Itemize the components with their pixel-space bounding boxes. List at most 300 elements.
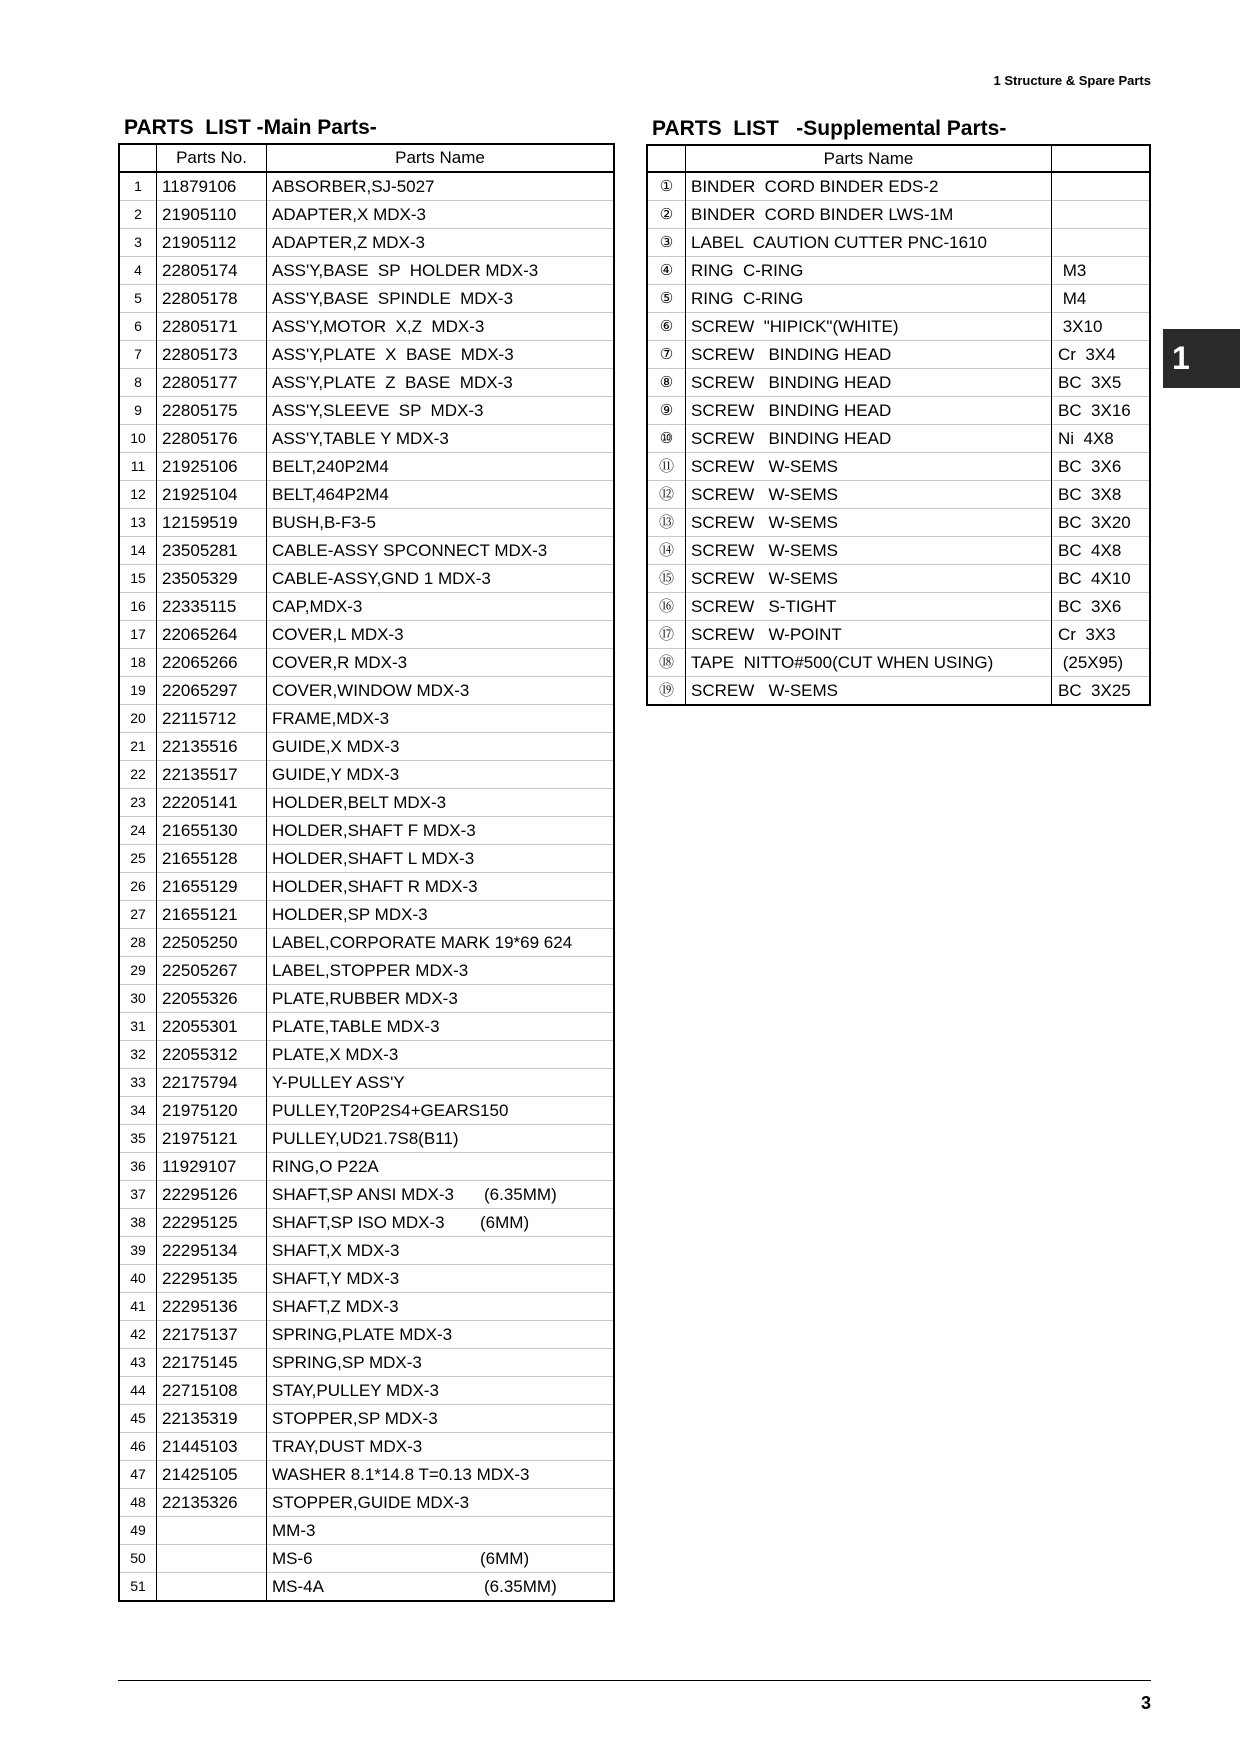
table-row [119,313,614,341]
table-row [119,929,614,957]
parts-name: PLATE,X MDX-3 [272,1045,399,1064]
table-row [119,649,614,677]
row-index: 46 [119,1433,157,1461]
row-mark: ⑪ [647,453,686,481]
parts-name-cell [267,1405,615,1433]
parts-name-cell [267,257,615,285]
table-row [119,1181,614,1209]
table-row [119,1573,614,1602]
table-row [647,313,1150,341]
table-row [119,369,614,397]
parts-name: SHAFT,X MDX-3 [272,1241,400,1260]
parts-name-cell [267,1517,615,1545]
parts-name-cell [267,1125,615,1153]
parts-no: 21975121 [157,1125,267,1153]
table-row [119,1237,614,1265]
page-number: 3 [1140,1693,1151,1713]
row-index: 1 [134,178,142,194]
parts-no: 22505267 [157,957,267,985]
parts-name: CABLE-ASSY SPCONNECT MDX-3 [272,541,548,560]
parts-no: 22805178 [157,285,267,313]
parts-size: BC 4X10 [1052,565,1151,593]
parts-name-cell [267,229,615,257]
row-index: 5 [119,285,157,313]
table-row [119,1433,614,1461]
parts-name: LABEL,STOPPER MDX-3 [272,961,469,980]
parts-size: BC 3X6 [1052,593,1151,621]
parts-no: 21925104 [157,481,267,509]
parts-no: 21925106 [157,453,267,481]
row-index: 18 [119,649,157,677]
table-row [119,201,614,229]
parts-no: 21655121 [157,901,267,929]
parts-no: 22055326 [157,985,267,1013]
row-mark: ⑱ [647,649,686,677]
table-row [119,229,614,257]
parts-name-cell [267,1181,615,1209]
row-index: 25 [119,845,157,873]
supplemental-parts-table [646,144,1151,706]
parts-size: BC 3X25 [1052,677,1151,706]
parts-size [1052,229,1151,257]
parts-no: 21975120 [157,1097,267,1125]
row-index: 15 [119,565,157,593]
parts-size: BC 3X5 [1052,369,1151,397]
table-row [119,789,614,817]
parts-name: CAP,MDX-3 [272,597,363,616]
table-row [647,201,1150,229]
parts-name-cell [267,313,615,341]
parts-name: SCREW W-SEMS [686,565,1052,593]
parts-name-cell [267,1573,615,1602]
parts-name: RING C-RING [686,285,1052,313]
parts-size: BC 4X8 [1052,537,1151,565]
table-row [119,621,614,649]
row-index: 8 [119,369,157,397]
parts-name: SCREW BINDING HEAD [686,397,1052,425]
table-row [119,593,614,621]
parts-name: COVER,WINDOW MDX-3 [272,681,470,700]
parts-name: ASS'Y,PLATE X BASE MDX-3 [272,345,514,364]
row-index: 38 [119,1209,157,1237]
row-index: 13 [119,509,157,537]
table-row [119,1545,614,1573]
parts-no: 22055301 [157,1013,267,1041]
parts-name: SCREW "HIPICK"(WHITE) [686,313,1052,341]
table-row [647,649,1150,677]
parts-name: SHAFT,Y MDX-3 [272,1269,400,1288]
parts-no: 22175137 [157,1321,267,1349]
parts-name-cell [267,817,615,845]
parts-name: ASS'Y,MOTOR X,Z MDX-3 [272,317,485,336]
parts-name: ASS'Y,PLATE Z BASE MDX-3 [272,373,513,392]
parts-size [1052,172,1151,201]
parts-name: LABEL CAUTION CUTTER PNC-1610 [686,229,1052,257]
row-mark: ⑧ [647,369,686,397]
table-row [647,677,1150,706]
row-index: 27 [119,901,157,929]
parts-name-cell [267,341,615,369]
table-row [119,817,614,845]
chapter-tab: 1 [1163,329,1240,388]
parts-name: SHAFT,SP ANSI MDX-3 [272,1185,455,1204]
row-index: 20 [119,705,157,733]
table-row [119,481,614,509]
row-index: 3 [119,229,157,257]
parts-name-cell [267,621,615,649]
table-row [119,1125,614,1153]
parts-name-cell [267,649,615,677]
parts-no: 22505250 [157,929,267,957]
table-row [119,1517,614,1545]
table-row [119,537,614,565]
table-row [647,509,1150,537]
parts-name: HOLDER,BELT MDX-3 [272,793,447,812]
parts-name-cell [267,1041,615,1069]
parts-no: 22805176 [157,425,267,453]
parts-name: GUIDE,X MDX-3 [272,737,400,756]
parts-no: 22115712 [157,705,267,733]
table-row [647,565,1150,593]
parts-no: 22805175 [157,397,267,425]
parts-name: STOPPER,GUIDE MDX-3 [272,1493,470,1512]
parts-name-cell [267,1097,615,1125]
column-header-mark [647,145,686,172]
parts-no: 22805171 [157,313,267,341]
parts-name: ASS'Y,BASE SPINDLE MDX-3 [272,289,514,308]
parts-name: BINDER CORD BINDER EDS-2 [686,172,1052,201]
parts-no: 22805173 [157,341,267,369]
parts-no: 22295136 [157,1293,267,1321]
table-row [119,257,614,285]
parts-size: Cr 3X3 [1052,621,1151,649]
row-mark: ⑤ [647,285,686,313]
parts-name: HOLDER,SHAFT R MDX-3 [272,877,478,896]
parts-name-cell [267,1069,615,1097]
parts-no: 22175145 [157,1349,267,1377]
supplemental-parts-header-row [647,145,1150,172]
table-row [119,1097,614,1125]
row-index: 24 [119,817,157,845]
parts-name-cell [267,845,615,873]
table-row [119,1209,614,1237]
parts-size [1052,201,1151,229]
parts-name: SCREW W-SEMS [686,537,1052,565]
table-row [647,341,1150,369]
parts-name: SPRING,PLATE MDX-3 [272,1325,453,1344]
parts-name: PLATE,RUBBER MDX-3 [272,989,458,1008]
parts-name-cell [267,481,615,509]
parts-name-cell [267,1153,615,1181]
row-index: 16 [119,593,157,621]
parts-name: FRAME,MDX-3 [272,709,390,728]
table-row [119,705,614,733]
parts-no [157,1573,267,1602]
parts-name-cell [267,929,615,957]
parts-name-cell [267,1293,615,1321]
row-mark: ⑭ [647,537,686,565]
parts-name: STAY,PULLEY MDX-3 [272,1381,439,1400]
table-row [119,1321,614,1349]
parts-no: 22295125 [157,1209,267,1237]
row-index: 40 [119,1265,157,1293]
table-row [647,229,1150,257]
parts-size: BC 3X20 [1052,509,1151,537]
main-parts-body [119,172,614,1601]
row-mark: ⑥ [647,313,686,341]
parts-note: (6MM) [480,1549,530,1568]
row-index: 48 [119,1489,157,1517]
table-row [647,425,1150,453]
row-index: 49 [119,1517,157,1545]
parts-name: SPRING,SP MDX-3 [272,1353,422,1372]
parts-name-cell [267,1265,615,1293]
row-index: 34 [119,1097,157,1125]
parts-no: 21655130 [157,817,267,845]
parts-name-cell [267,201,615,229]
parts-name-cell [267,565,615,593]
parts-name: BUSH,B-F3-5 [272,513,376,532]
parts-no: 22135319 [157,1405,267,1433]
parts-name-cell [267,761,615,789]
parts-no: 22055312 [157,1041,267,1069]
parts-name-cell [267,1489,615,1517]
row-mark: ⑫ [647,481,686,509]
parts-no: 22715108 [157,1377,267,1405]
column-header-parts-name: Parts Name [267,144,615,172]
parts-name: MS-4A [272,1577,324,1596]
table-row [647,257,1150,285]
table-row [119,1377,614,1405]
main-parts-header-row [119,144,614,172]
parts-no: 21905112 [157,229,267,257]
row-mark: ① [659,178,674,195]
table-row [647,537,1150,565]
table-row [647,621,1150,649]
table-row [647,397,1150,425]
parts-size: (25X95) [1052,649,1151,677]
row-index: 30 [119,985,157,1013]
row-index: 43 [119,1349,157,1377]
row-index: 31 [119,1013,157,1041]
row-mark: ⑩ [647,425,686,453]
row-index: 32 [119,1041,157,1069]
table-row [119,1293,614,1321]
parts-name: HOLDER,SP MDX-3 [272,905,428,924]
parts-size: Ni 4X8 [1052,425,1151,453]
parts-no: 22175794 [157,1069,267,1097]
parts-no: 22135326 [157,1489,267,1517]
table-row [119,1041,614,1069]
parts-name: SCREW BINDING HEAD [686,341,1052,369]
parts-name-cell [267,1461,615,1489]
parts-no [157,1545,267,1573]
parts-name: ADAPTER,Z MDX-3 [272,233,426,252]
parts-name: LABEL,CORPORATE MARK 19*69 624 [272,933,573,952]
parts-no: 22295134 [157,1237,267,1265]
row-index: 23 [119,789,157,817]
row-index: 33 [119,1069,157,1097]
parts-name-cell [267,1349,615,1377]
table-row [119,285,614,313]
parts-name-cell [267,901,615,929]
column-header-size [1052,145,1151,172]
parts-name: SCREW W-POINT [686,621,1052,649]
parts-size: BC 3X8 [1052,481,1151,509]
parts-no: 22205141 [157,789,267,817]
table-row [119,677,614,705]
parts-no: 21905110 [157,201,267,229]
row-index: 47 [119,1461,157,1489]
main-parts-title: PARTS LIST -Main Parts- [124,116,377,139]
parts-no: 22135517 [157,761,267,789]
row-mark: ⑬ [647,509,686,537]
table-row [647,593,1150,621]
column-header-parts-no: Parts No. [157,144,267,172]
main-parts-table [118,143,615,1602]
parts-size: 3X10 [1052,313,1151,341]
row-mark: ⑰ [647,621,686,649]
row-index: 37 [119,1181,157,1209]
row-mark: ⑯ [647,593,686,621]
parts-no: 21655128 [157,845,267,873]
row-index: 45 [119,1405,157,1433]
parts-name-cell [267,677,615,705]
row-index: 17 [119,621,157,649]
parts-name: PULLEY,T20P2S4+GEARS150 [272,1101,509,1120]
column-header-index [119,144,157,172]
parts-size: Cr 3X4 [1052,341,1151,369]
parts-name-cell [267,733,615,761]
parts-name-cell [267,537,615,565]
row-index: 12 [119,481,157,509]
table-row [119,341,614,369]
table-row [119,761,614,789]
row-index: 19 [119,677,157,705]
parts-name: HOLDER,SHAFT L MDX-3 [272,849,475,868]
parts-name: BELT,240P2M4 [272,457,389,476]
table-row [647,481,1150,509]
parts-no: 22065266 [157,649,267,677]
parts-note: (6MM) [480,1213,530,1232]
parts-no: 11929107 [157,1153,267,1181]
parts-name: COVER,R MDX-3 [272,653,408,672]
parts-name: ASS'Y,TABLE Y MDX-3 [272,429,449,448]
parts-no: 23505281 [157,537,267,565]
parts-name: BELT,464P2M4 [272,485,389,504]
running-header: 1 Structure & Spare Parts [993,73,1151,88]
parts-name: Y-PULLEY ASS'Y [272,1073,405,1092]
row-index: 36 [119,1153,157,1181]
parts-no: 22805174 [157,257,267,285]
parts-no: 11879106 [157,172,267,201]
parts-name-cell [267,453,615,481]
parts-name-cell [267,1321,615,1349]
parts-name: TAPE NITTO#500(CUT WHEN USING) [686,649,1052,677]
table-row [119,873,614,901]
table-row [119,1013,614,1041]
row-index: 29 [119,957,157,985]
row-index: 51 [119,1573,157,1602]
parts-note: (6.35MM) [484,1185,557,1204]
parts-name-cell [267,1433,615,1461]
parts-name: MS-6 [272,1549,313,1568]
parts-no: 12159519 [157,509,267,537]
row-index: 10 [119,425,157,453]
supplemental-parts-body [647,172,1150,705]
parts-name-cell [267,1377,615,1405]
parts-size: M4 [1052,285,1151,313]
table-row [647,369,1150,397]
parts-name: SHAFT,Z MDX-3 [272,1297,399,1316]
parts-name: STOPPER,SP MDX-3 [272,1409,438,1428]
parts-name: SCREW BINDING HEAD [686,425,1052,453]
parts-name: ADAPTER,X MDX-3 [272,205,426,224]
parts-no: 22805177 [157,369,267,397]
parts-no: 22065297 [157,677,267,705]
row-index: 26 [119,873,157,901]
parts-name-cell [267,1237,615,1265]
parts-name: BINDER CORD BINDER LWS-1M [686,201,1052,229]
parts-name: SCREW W-SEMS [686,481,1052,509]
row-index: 4 [119,257,157,285]
table-row [119,845,614,873]
parts-note: (6.35MM) [484,1577,557,1596]
parts-name: SCREW W-SEMS [686,677,1052,706]
parts-no: 22335115 [157,593,267,621]
parts-name-cell [267,509,615,537]
table-row [119,1069,614,1097]
table-row [119,1265,614,1293]
parts-name-cell [267,369,615,397]
row-mark: ⑲ [647,677,686,706]
parts-name: WASHER 8.1*14.8 T=0.13 MDX-3 [272,1465,530,1484]
row-mark: ⑦ [647,341,686,369]
table-row [119,733,614,761]
table-row [119,1489,614,1517]
row-mark: ⑮ [647,565,686,593]
table-row [119,453,614,481]
parts-no: 22065264 [157,621,267,649]
table-row [119,172,614,201]
parts-name: MM-3 [272,1521,316,1540]
parts-name-cell [267,789,615,817]
parts-name-cell [267,172,615,201]
parts-name-cell [267,957,615,985]
column-header-parts-name: Parts Name [686,145,1052,172]
row-index: 9 [119,397,157,425]
row-index: 2 [119,201,157,229]
parts-name: SHAFT,SP ISO MDX-3 [272,1213,445,1232]
parts-name: GUIDE,Y MDX-3 [272,765,400,784]
parts-name: COVER,L MDX-3 [272,625,404,644]
row-index: 28 [119,929,157,957]
parts-no: 22295126 [157,1181,267,1209]
supplemental-parts-title: PARTS LIST -Supplemental Parts- [652,117,1007,140]
table-row [119,1349,614,1377]
parts-name: SCREW S-TIGHT [686,593,1052,621]
parts-name-cell [267,425,615,453]
parts-name-cell [267,285,615,313]
row-mark: ④ [647,257,686,285]
row-index: 11 [119,453,157,481]
table-row [119,957,614,985]
table-row [119,1405,614,1433]
parts-name-cell [267,593,615,621]
parts-name: HOLDER,SHAFT F MDX-3 [272,821,476,840]
parts-name: ABSORBER,SJ-5027 [272,177,435,196]
table-row [119,1461,614,1489]
